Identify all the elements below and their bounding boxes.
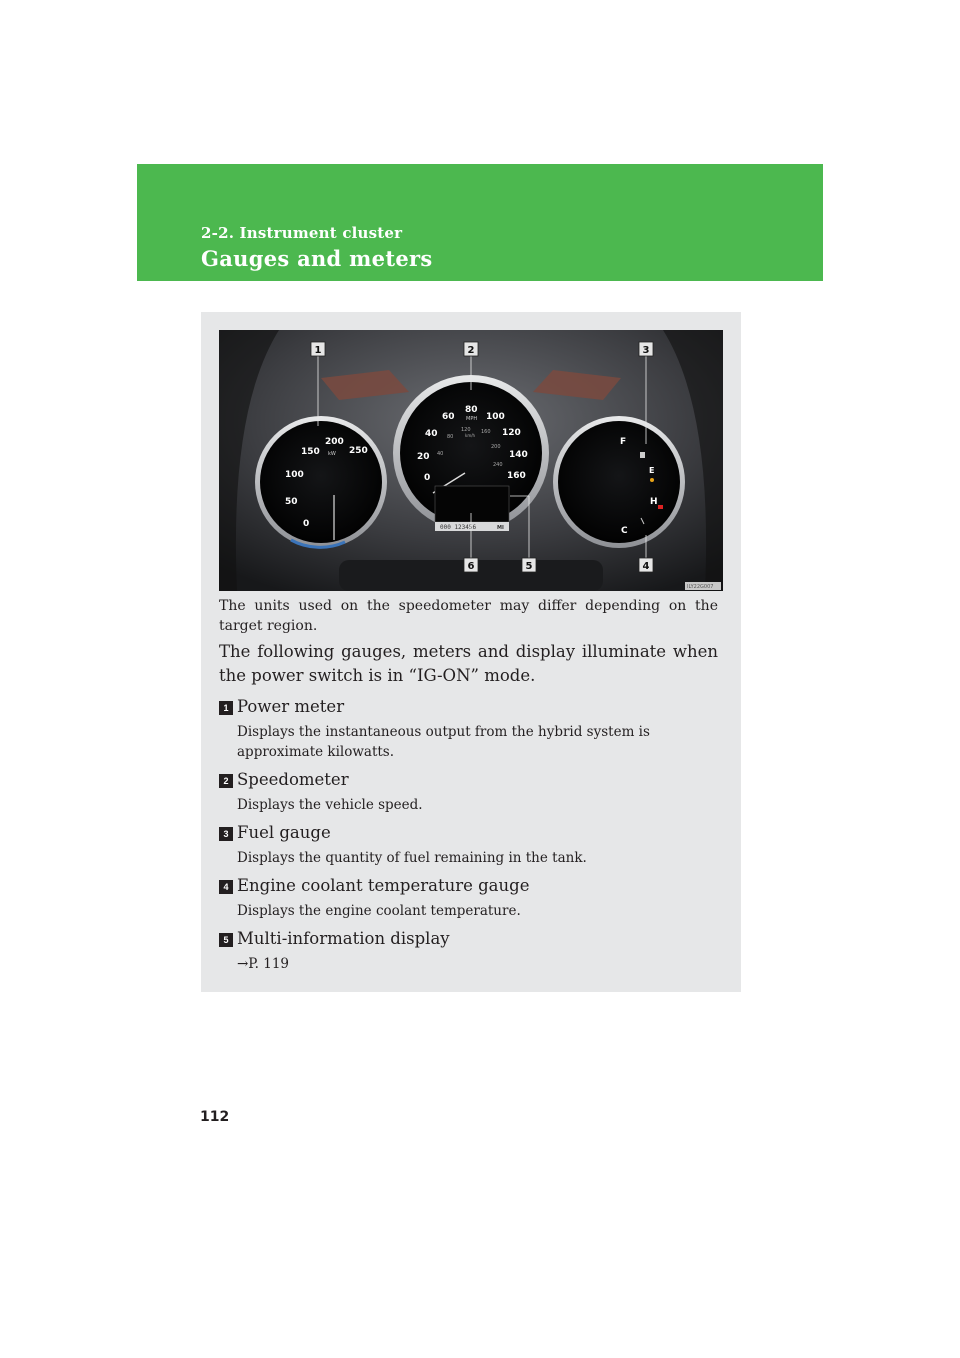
kmh-tick-80: 80 — [447, 434, 454, 440]
odometer-value: 000 123456 — [440, 524, 477, 531]
speed-unit-kmh: km/h — [465, 433, 476, 438]
power-tick-250: 250 — [349, 446, 368, 456]
fuel-full-label: F — [620, 437, 627, 447]
svg-text:5: 5 — [525, 561, 533, 572]
svg-text:2: 2 — [467, 345, 475, 356]
item-number-badge: 4 — [219, 880, 233, 894]
item-description: Displays the quantity of fuel remaining in the tank. — [237, 850, 587, 866]
temp-red-zone — [658, 505, 663, 509]
speed-tick-160: 160 — [507, 471, 526, 481]
callout-6 — [464, 558, 478, 572]
page-reference-link[interactable]: →P. 119 — [237, 956, 290, 972]
temp-hot-label: H — [650, 497, 658, 507]
speed-tick-100: 100 — [486, 412, 505, 422]
kmh-tick-160: 160 — [481, 429, 491, 435]
kmh-tick-240: 240 — [493, 462, 503, 468]
fuel-pump-icon — [640, 452, 645, 458]
speed-unit-mph: MPH — [466, 416, 478, 422]
fuel-temp-gauge — [553, 416, 685, 548]
item-description: Displays the instantaneous output from the hybrid system is approximate kilowatts. — [237, 724, 650, 760]
speed-tick-60: 60 — [442, 412, 455, 422]
kmh-tick-200: 200 — [491, 444, 501, 450]
svg-text:1: 1 — [314, 345, 322, 356]
svg-text:4: 4 — [642, 561, 650, 572]
item-title: Speedometer — [237, 770, 349, 789]
svg-text:3: 3 — [642, 345, 650, 356]
power-tick-150: 150 — [301, 447, 320, 457]
speed-tick-80: 80 — [465, 405, 478, 415]
item-description: Displays the engine coolant temperature. — [237, 903, 521, 919]
section-label: 2-2. Instrument cluster — [201, 224, 403, 242]
instrument-cluster-figure — [219, 330, 723, 591]
temp-cold-label: C — [621, 526, 628, 536]
figure-code: ILY22G007 — [687, 584, 714, 590]
power-tick-50: 50 — [285, 497, 298, 507]
item-title: Power meter — [237, 697, 345, 716]
item-title: Engine coolant temperature gauge — [237, 876, 530, 895]
chapter-header — [137, 164, 823, 281]
speed-tick-120: 120 — [502, 428, 521, 438]
power-tick-0: 0 — [303, 519, 310, 529]
item-description: Displays the vehicle speed. — [237, 797, 423, 813]
fuel-empty-label: E — [649, 466, 655, 475]
callout-3 — [639, 342, 653, 356]
item-number-badge: 2 — [219, 774, 233, 788]
item-number-badge: 3 — [219, 827, 233, 841]
speed-tick-140: 140 — [509, 450, 528, 460]
item-number-badge: 5 — [219, 933, 233, 947]
speed-tick-40: 40 — [425, 429, 438, 439]
page-title: Gauges and meters — [201, 246, 433, 271]
power-unit: kW — [328, 451, 336, 457]
power-tick-200: 200 — [325, 437, 344, 447]
callout-2 — [464, 342, 478, 356]
callout-4 — [639, 558, 653, 572]
power-tick-100: 100 — [285, 470, 304, 480]
item-title: Fuel gauge — [237, 823, 331, 842]
content-panel — [201, 312, 741, 992]
callout-5 — [522, 558, 536, 572]
page-number: 112 — [200, 1109, 230, 1125]
speed-tick-20: 20 — [417, 452, 430, 462]
fuel-warning-dot — [650, 478, 654, 482]
figure-caption: The units used on the speedometer may differ depending on the target region. — [219, 598, 718, 634]
svg-text:6: 6 — [467, 561, 475, 572]
intro-paragraph: The following gauges, meters and display illuminate when the power switch is in “IG-ON” mode. — [219, 642, 718, 685]
kmh-tick-120: 120 — [461, 427, 471, 433]
power-meter-gauge — [255, 416, 387, 548]
item-title: Multi-information display — [237, 929, 450, 948]
speed-tick-0: 0 — [424, 473, 431, 483]
speedometer-gauge — [393, 375, 549, 531]
kmh-tick-40: 40 — [437, 451, 444, 457]
callout-1 — [311, 342, 325, 356]
odometer-unit: MI — [497, 525, 504, 531]
item-number-badge: 1 — [219, 701, 233, 715]
multi-information-display — [435, 486, 509, 522]
